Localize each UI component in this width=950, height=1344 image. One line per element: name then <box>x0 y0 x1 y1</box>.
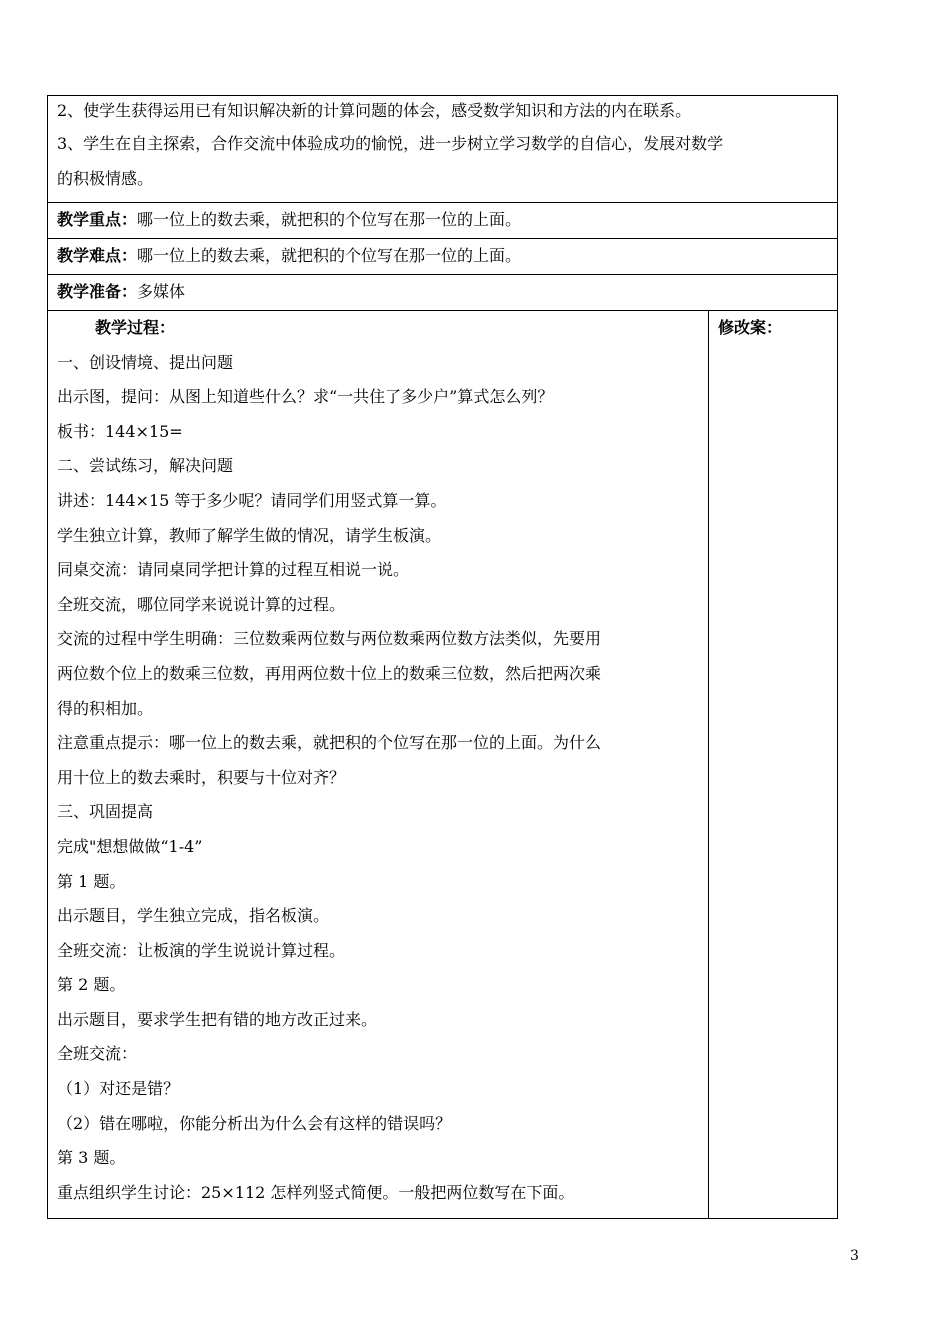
revision-cell <box>709 311 837 1218</box>
preparation-label: 教学准备： <box>57 282 138 301</box>
process-line: 重点组织学生讨论：25×112 怎样列竖式简便。一般把两位数写在下面。 <box>57 1182 575 1202</box>
process-line: 两位数个位上的数乘三位数，再用两位数十位上的数乘三位数，然后把两次乘 <box>57 663 602 683</box>
revision-title: 修改案： <box>718 318 783 337</box>
objectives-cell <box>47 95 838 202</box>
process-cell <box>48 311 709 1218</box>
process-line: 出示图，提问：从图上知道些什么？求“一共住了多少户”算式怎么列？ <box>57 387 554 407</box>
process-line: 第 2 题。 <box>57 975 126 995</box>
difficulty-text: 哪一位上的数去乘，就把积的个位写在那一位的上面。 <box>137 246 522 265</box>
difficulty-label: 教学难点： <box>57 246 138 265</box>
process-line: 得的积相加。 <box>57 698 154 718</box>
process-line: 出示题目，学生独立完成，指名板演。 <box>57 906 330 926</box>
key-point-row <box>47 202 838 238</box>
process-line: 完成"想想做做“1-4” <box>57 836 203 856</box>
preparation-text: 多媒体 <box>137 282 186 301</box>
process-line: 二、尝试练习，解决问题 <box>57 456 234 476</box>
process-line: 交流的过程中学生明确：三位数乘两位数与两位数乘两位数方法类似，先要用 <box>57 629 602 649</box>
objective-line: 3、学生在自主探索，合作交流中体验成功的愉悦，进一步树立学习数学的自信心，发展对数学 <box>57 134 724 153</box>
process-line: 三、巩固提高 <box>57 802 154 822</box>
process-line: 第 3 题。 <box>57 1148 126 1168</box>
objective-line: 的积极情感。 <box>57 169 154 188</box>
process-line: 学生独立计算，教师了解学生做的情况，请学生板演。 <box>57 525 442 545</box>
preparation-row <box>47 274 838 310</box>
process-line: 全班交流，哪位同学来说说计算的过程。 <box>57 594 346 614</box>
difficulty-row <box>47 238 838 274</box>
process-line: 用十位上的数去乘时，积要与十位对齐？ <box>57 767 346 787</box>
process-row <box>47 310 838 1219</box>
process-line: 全班交流： <box>57 1044 138 1064</box>
process-line: （2）错在哪啦，你能分析出为什么会有这样的错误吗？ <box>57 1113 452 1133</box>
process-line: （1）对还是错？ <box>57 1079 180 1099</box>
process-line: 注意重点提示：哪一位上的数去乘，就把积的个位写在那一位的上面。为什么 <box>57 733 602 753</box>
process-line: 讲述：144×15 等于多少呢？请同学们用竖式算一算。 <box>57 490 447 510</box>
process-line: 一、创设情境、提出问题 <box>57 352 234 372</box>
objective-line: 2、使学生获得运用已有知识解决新的计算问题的体会，感受数学知识和方法的内在联系。 <box>57 101 692 120</box>
process-line: 同桌交流：请同桌同学把计算的过程互相说一说。 <box>57 560 410 580</box>
process-line: 第 1 题。 <box>57 871 126 891</box>
key-point-text: 哪一位上的数去乘，就把积的个位写在那一位的上面。 <box>137 210 522 229</box>
process-line: 出示题目，要求学生把有错的地方改正过来。 <box>57 1009 378 1029</box>
process-title: 教学过程： <box>95 318 176 337</box>
process-line: 板书：144×15= <box>57 421 183 441</box>
lesson-plan-table <box>47 95 838 1219</box>
process-line: 全班交流：让板演的学生说说计算过程。 <box>57 940 346 960</box>
key-point-label: 教学重点： <box>57 210 138 229</box>
page-number: 3 <box>850 1248 859 1264</box>
